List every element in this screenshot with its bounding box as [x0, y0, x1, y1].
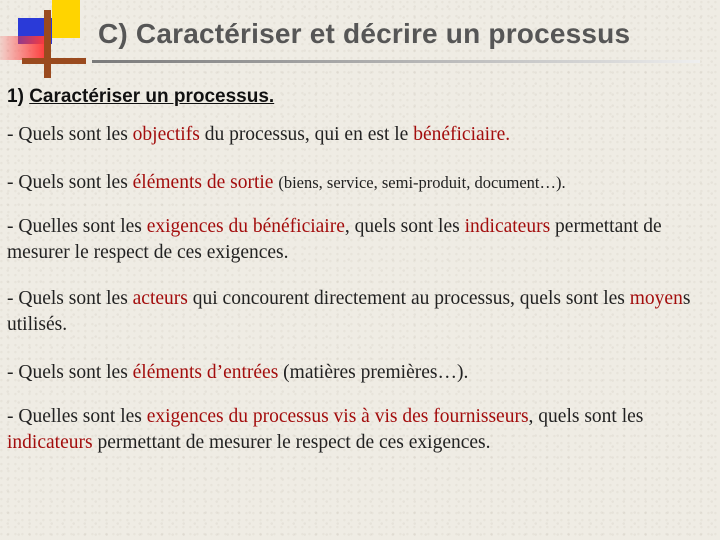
text-segment: , quels sont les [528, 406, 644, 427]
highlight-term: exigences du processus vis à vis des fournisseurs [146, 406, 529, 427]
logo-red-square [0, 36, 46, 60]
question-beneficiary-requirements [7, 214, 715, 266]
highlight-term: acteurs [132, 288, 188, 309]
section-subtitle [7, 86, 715, 108]
slide-title: C) Caractériser et décrire un processus [98, 18, 631, 49]
text-segment: - Quels sont les [7, 288, 133, 309]
logo-yellow-square [52, 0, 80, 38]
highlight-term: indicateurs [7, 432, 93, 453]
highlight-term: objectifs [132, 124, 200, 145]
text-segment: - Quelles sont les [7, 216, 147, 237]
text-segment: - Quels sont les [7, 362, 133, 383]
highlight-term: indicateurs [464, 216, 551, 237]
text-segment: - Quels sont les [7, 124, 133, 145]
text-segment: - Quels sont les [7, 172, 133, 193]
logo-horizontal-bar [22, 58, 86, 64]
question-objectives [7, 122, 715, 148]
highlight-term: exigences du bénéficiaire [146, 216, 345, 237]
question-inputs [7, 360, 715, 386]
logo-vertical-bar [44, 10, 51, 78]
subtitle-text: Caractériser un processus. [29, 86, 275, 107]
text-segment: permettant de mesurer le respect de ces exigences. [7, 216, 662, 263]
question-actors [7, 286, 715, 338]
text-segment: permettant de mesurer le respect de ces exigences. [92, 432, 491, 453]
text-segment: (matières premières…). [278, 362, 469, 383]
highlight-term: bénéficiaire. [413, 124, 511, 145]
highlight-term: moyen [629, 288, 683, 309]
title-divider [92, 60, 700, 63]
question-outputs [7, 170, 715, 196]
text-segment-small: (biens, service, semi-produit, document…). [278, 173, 566, 192]
subtitle-number: 1) [7, 86, 30, 107]
question-supplier-requirements [7, 404, 715, 456]
highlight-term: éléments d’entrées [132, 362, 279, 383]
text-segment: s utilisés. [7, 288, 691, 335]
highlight-term: éléments de sortie [132, 172, 274, 193]
slide-content [7, 86, 715, 456]
text-segment: , quels sont les [344, 216, 465, 237]
text-segment: - Quelles sont les [7, 406, 147, 427]
text-segment: qui concourent directement au processus, quels sont les [187, 288, 630, 309]
text-segment: du processus, qui en est le [199, 124, 414, 145]
slide-logo [0, 0, 90, 80]
